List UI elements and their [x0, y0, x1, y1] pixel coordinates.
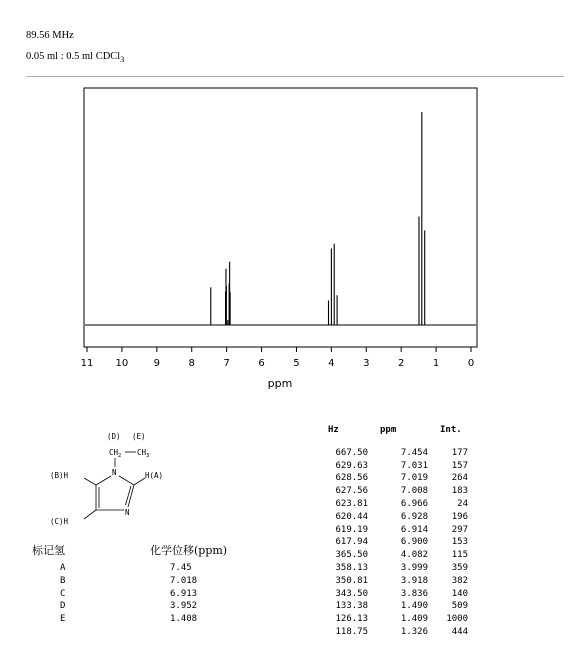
peak-table-cell: 628.56: [335, 473, 368, 484]
peak-table-row: [316, 524, 476, 537]
peak-table-cell: 359: [451, 562, 468, 573]
peak-table-cell: 4.082: [400, 550, 428, 561]
peak-table-row: [316, 447, 476, 460]
peak-table-header-cell: Hz: [328, 425, 339, 435]
peak-table-cell: 1.490: [400, 601, 428, 612]
assign-col1-header: 标记氢: [32, 544, 65, 557]
peak-table-cell: 382: [451, 575, 468, 586]
assignment-shift: 1.408: [170, 614, 198, 625]
peak-table-row: [316, 485, 476, 498]
peak-table-cell: 365.50: [335, 550, 368, 561]
spectrum-peaks: [211, 112, 425, 325]
assignment-label: E: [60, 614, 66, 625]
peak-table-cell: 350.81: [335, 575, 368, 586]
c2-h-bond: [134, 478, 145, 485]
peak-table-cell: 264: [451, 473, 468, 484]
peak-table-cell: 177: [451, 447, 468, 458]
label-b: (B)H: [50, 471, 69, 480]
assignment-label: B: [60, 575, 66, 586]
label-e: (E): [132, 432, 146, 441]
peak-table-row: [316, 511, 476, 524]
assignment-label: A: [60, 563, 66, 573]
peak-list-table: [316, 424, 476, 639]
peak-table-cell: 7.019: [400, 473, 428, 484]
ring-double-c2-n3: [126, 486, 132, 505]
assignment-row: [60, 562, 197, 575]
peak-table-row: [316, 562, 476, 575]
peak-table-cell: 118.75: [335, 626, 368, 637]
peak-table-row: [316, 498, 476, 511]
peak-table-cell: 196: [451, 511, 468, 522]
assignment-shift: 7.018: [170, 575, 198, 586]
peak-table-row: [316, 588, 476, 601]
peak-table-cell: 627.56: [335, 486, 368, 497]
peak-table-cell: 115: [451, 550, 468, 561]
x-tick-label: 6: [258, 358, 265, 369]
peak-table-cell: 133.38: [335, 601, 368, 612]
label-d: (D): [107, 432, 121, 441]
peak-table-cell: 358.13: [335, 562, 368, 573]
peak-table-cell: 7.031: [400, 460, 428, 471]
peak-table-cell: 6.914: [400, 524, 428, 535]
peak-table-cell: 153: [451, 537, 468, 548]
peak-table-row: [316, 575, 476, 588]
peak-table-cell: 297: [451, 524, 468, 535]
ch3-group: [137, 448, 149, 459]
peak-table-cell: 617.94: [335, 537, 368, 548]
assignment-table: [60, 562, 197, 626]
ch3-text: CH: [137, 448, 147, 457]
peak-table-cell: 183: [451, 486, 468, 497]
assignment-row: [60, 588, 197, 601]
assignment-row: [60, 600, 197, 613]
peak-table-cell: 623.81: [335, 498, 368, 509]
peak-table-cell: 6.900: [400, 537, 428, 548]
x-axis-ticks: [87, 347, 471, 352]
plot-frame: [84, 88, 477, 347]
peak-table-cell: 24: [457, 498, 468, 509]
x-tick-label: 11: [80, 358, 94, 369]
peak-table-cell: 343.50: [335, 588, 368, 599]
assignment-row: [60, 575, 197, 588]
label-c: (C)H: [50, 517, 69, 526]
c4-h-bond: [84, 510, 96, 519]
n1-atom: N: [112, 468, 117, 477]
peak-table-cell: 667.50: [335, 447, 368, 458]
x-tick-label: 3: [363, 358, 370, 369]
assignment-label: D: [60, 601, 66, 612]
peak-table-row: [316, 536, 476, 549]
assignment-shift: 7.45: [170, 563, 192, 573]
x-axis-label: ppm: [267, 377, 293, 390]
molecule-structure: [40, 425, 180, 545]
x-tick-label: 4: [328, 358, 335, 369]
ch2-group: [109, 448, 121, 459]
x-axis-tick-labels: [81, 358, 475, 369]
peak-table-cell: 629.63: [335, 460, 368, 471]
x-tick-label: 10: [115, 358, 129, 369]
peak-table-header-cell: Int.: [440, 425, 462, 435]
peak-table-cell: 157: [451, 460, 468, 471]
x-tick-label: 0: [467, 358, 475, 369]
peak-table-row: [316, 472, 476, 485]
peak-table-header: [316, 424, 476, 437]
peak-table-cell: 3.836: [400, 588, 428, 599]
peak-table-row: [316, 600, 476, 613]
x-tick-label: 5: [293, 358, 300, 369]
peak-table-cell: 6.928: [400, 511, 428, 522]
n3-atom: N: [125, 508, 130, 517]
solvent-text: 0.05 ml : 0.5 ml CDCl: [26, 51, 121, 62]
peak-table-row: [316, 549, 476, 562]
ring-bond-n1-c5: [96, 476, 111, 485]
peak-table-cell: 3.999: [400, 562, 428, 573]
peak-table-cell: 509: [451, 601, 468, 612]
ch2-subscript: 2: [118, 453, 122, 459]
ch3-subscript: 3: [146, 453, 150, 459]
assignment-shift: 3.952: [170, 601, 198, 612]
peak-table-cell: 620.44: [335, 511, 368, 522]
peak-table-row: [316, 626, 476, 639]
assignment-label: C: [60, 588, 66, 599]
peak-table-cell: 7.008: [400, 486, 428, 497]
assignment-shift: 6.913: [170, 588, 198, 599]
peak-table-cell: 619.19: [335, 524, 368, 535]
peak-table-row: [316, 460, 476, 473]
label-a: H(A): [145, 471, 164, 480]
x-tick-label: 1: [432, 358, 440, 369]
peak-table-cell: 3.918: [400, 575, 428, 586]
peak-table-cell: 1000: [446, 614, 468, 625]
ring-bond-c2-n3: [128, 485, 134, 507]
peak-table-cell: 140: [451, 588, 468, 599]
peak-table-cell: 7.454: [400, 447, 428, 458]
peak-table-cell: 444: [451, 626, 468, 637]
x-tick-label: 9: [153, 358, 161, 369]
x-tick-label: 8: [188, 358, 195, 369]
spectrometer-frequency: 89.56 MHz: [26, 30, 74, 41]
x-tick-label: 2: [397, 358, 405, 369]
ch2-text: CH: [109, 448, 119, 457]
peak-table-cell: 126.13: [335, 614, 368, 625]
peak-table-cell: 1.326: [400, 626, 428, 637]
peak-table-cell: 6.966: [400, 498, 428, 509]
ring-bond-n1-c2: [119, 476, 134, 485]
peak-table-cell: 1.409: [400, 614, 428, 625]
assign-col2-header: 化学位移(ppm): [150, 544, 228, 557]
assignment-row: [60, 613, 197, 626]
peak-table-row: [316, 613, 476, 626]
c5-h-bond: [84, 478, 96, 485]
peak-table-header-cell: ppm: [380, 425, 397, 435]
x-tick-label: 7: [223, 358, 230, 369]
solvent-subscript: 3: [120, 55, 125, 65]
